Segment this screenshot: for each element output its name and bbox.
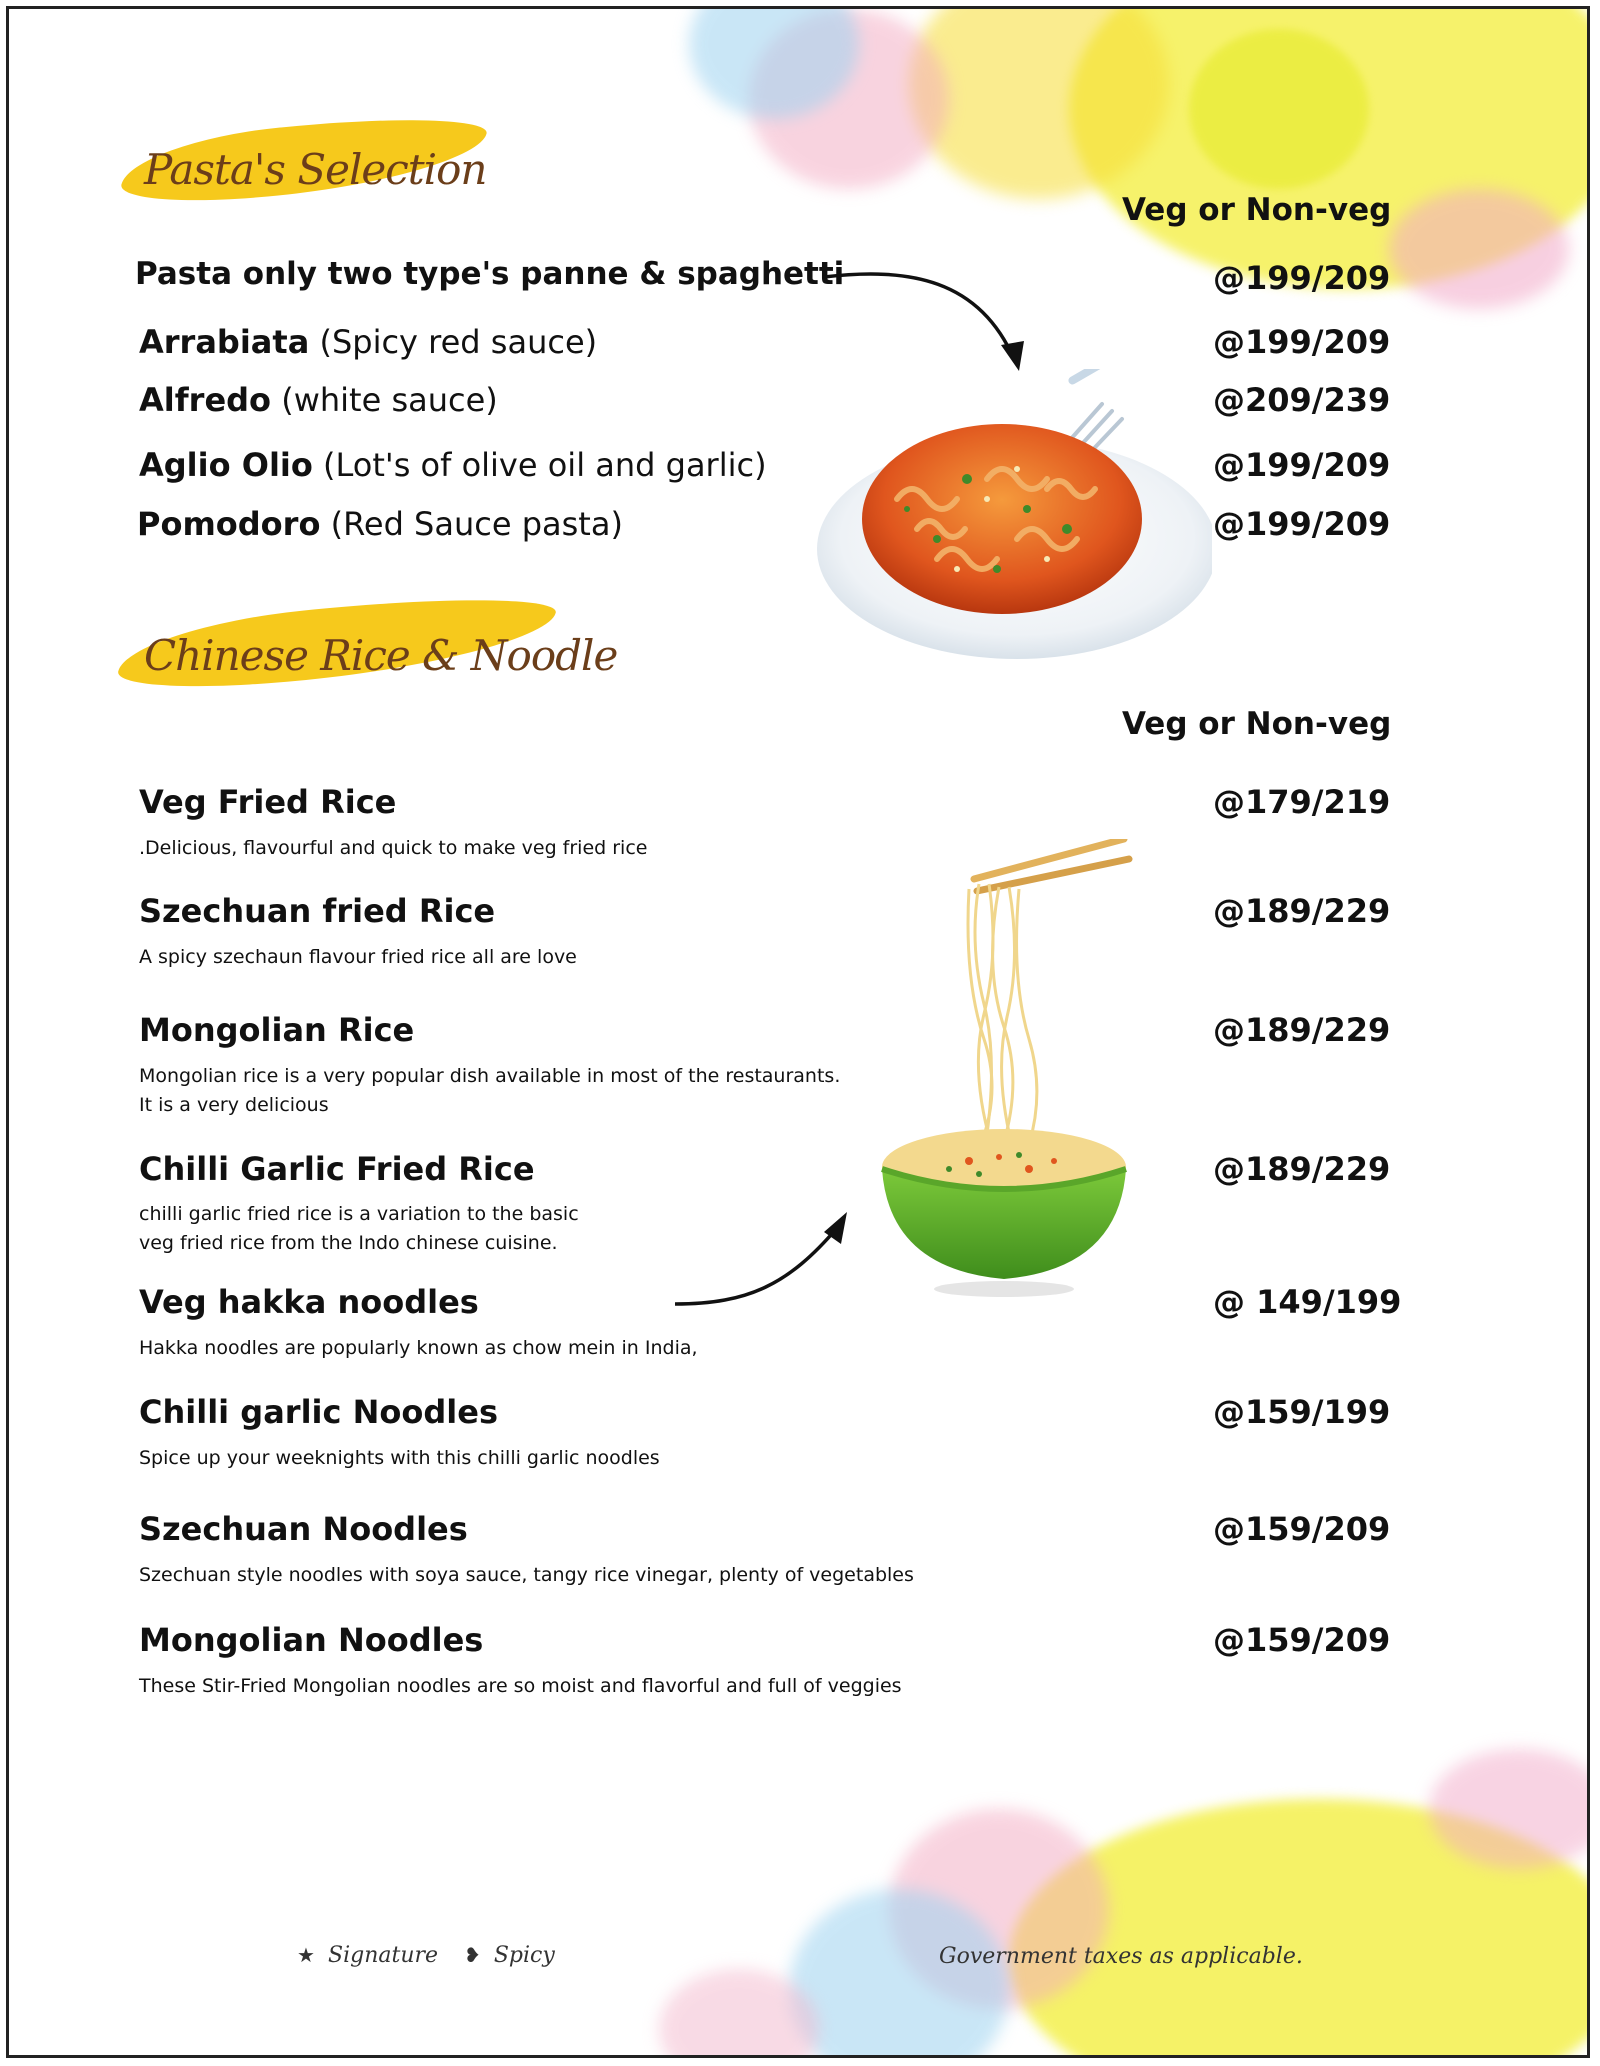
menu-item-description: chilli garlic fried rice is a variation to the basic	[139, 1203, 579, 1225]
menu-item-description: These Stir-Fried Mongolian noodles are so moist and flavorful and full of veggies	[139, 1675, 902, 1697]
spicy-legend	[464, 1943, 555, 1968]
pasta-plate-image	[817, 369, 1212, 659]
pasta-item-price: @199/209	[1213, 323, 1391, 361]
menu-item-price: @189/229	[1213, 1011, 1391, 1049]
menu-item-price: @189/229	[1213, 1150, 1391, 1188]
spicy-label: Spicy	[493, 1943, 555, 1968]
pasta-item-row: Pomodoro (Red Sauce pasta)	[137, 505, 623, 543]
menu-item-description: Szechuan style noodles with soya sauce, tangy rice vinegar, plenty of vegetables	[139, 1564, 914, 1586]
signature-label: Signature	[328, 1943, 439, 1968]
pasta-item-row: Aglio Olio (Lot's of olive oil and garlic)	[139, 446, 767, 484]
chinese-section-heading: Chinese Rice & Noodle	[144, 631, 618, 680]
menu-item-description: Mongolian rice is a very popular dish available in most of the restaurants.	[139, 1065, 841, 1087]
menu-item-price: @189/229	[1213, 892, 1391, 930]
pasta-intro-price: @199/209	[1213, 259, 1391, 297]
signature-legend	[297, 1943, 438, 1968]
arrow-to-pasta-icon	[819, 259, 1029, 379]
menu-item-description: .Delicious, flavourful and quick to make veg fried rice	[139, 837, 648, 859]
pasta-item-price: @199/209	[1213, 505, 1391, 543]
chinese-column-header: Veg or Non-veg	[1122, 706, 1392, 742]
menu-item-price: @ 149/199	[1213, 1283, 1402, 1321]
menu-item-description: Hakka noodles are popularly known as chow mein in India,	[139, 1337, 698, 1359]
tax-note: Government taxes as applicable.	[939, 1944, 1303, 1969]
chili-icon: ❥	[464, 1943, 481, 1967]
menu-item-description-line2: It is a very delicious	[139, 1094, 329, 1116]
pasta-section-heading: Pasta's Selection	[144, 145, 487, 194]
arrow-to-noodles-icon	[669, 1204, 859, 1314]
menu-item-name: Szechuan Noodles	[139, 1510, 468, 1548]
menu-item-name: Veg Fried Rice	[139, 783, 397, 821]
menu-item-name: Mongolian Noodles	[139, 1621, 484, 1659]
menu-item-price: @159/209	[1213, 1621, 1391, 1659]
star-icon: ★	[297, 1943, 315, 1967]
pasta-item-row: Arrabiata (Spicy red sauce)	[139, 323, 598, 361]
menu-item-price: @159/199	[1213, 1393, 1391, 1431]
noodle-bowl-image	[879, 839, 1139, 1299]
menu-item-name: Veg hakka noodles	[139, 1283, 479, 1321]
pasta-intro-text: Pasta only two type's panne & spaghetti	[135, 256, 845, 292]
menu-item-name: Szechuan fried Rice	[139, 892, 496, 930]
menu-item-description: Spice up your weeknights with this chilli garlic noodles	[139, 1447, 660, 1469]
menu-item-description: A spicy szechaun flavour fried rice all are love	[139, 946, 577, 968]
menu-item-description-line2: veg fried rice from the Indo chinese cuisine.	[139, 1232, 558, 1254]
menu-item-price: @159/209	[1213, 1510, 1391, 1548]
pasta-item-price: @209/239	[1213, 381, 1391, 419]
pasta-item-row: Alfredo (white sauce)	[139, 381, 498, 419]
menu-item-name: Mongolian Rice	[139, 1011, 415, 1049]
menu-item-name: Chilli garlic Noodles	[139, 1393, 498, 1431]
pasta-item-price: @199/209	[1213, 446, 1391, 484]
pasta-column-header: Veg or Non-veg	[1122, 192, 1392, 228]
menu-page	[6, 6, 1590, 2058]
menu-item-name: Chilli Garlic Fried Rice	[139, 1150, 535, 1188]
menu-item-price: @179/219	[1213, 783, 1391, 821]
